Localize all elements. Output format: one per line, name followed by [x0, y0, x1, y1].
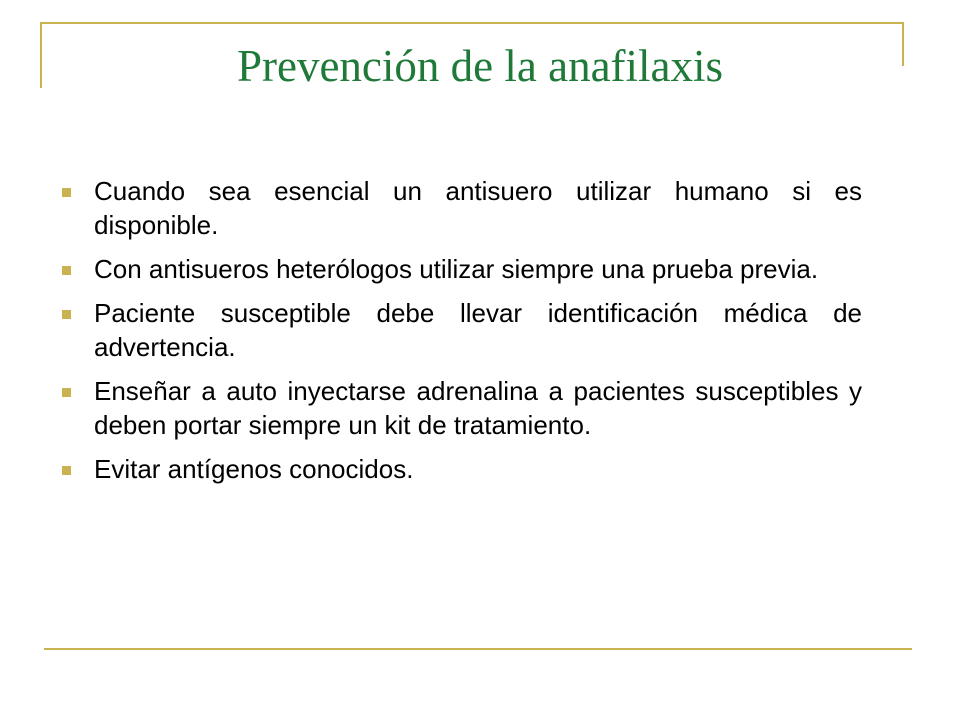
bullet-text: Cuando sea esencial un antisuero utilizar humano si es disponible. — [94, 176, 862, 240]
bullet-item — [62, 296, 862, 364]
bullet-item — [62, 374, 862, 442]
bullet-text: Paciente susceptible debe llevar identificación médica de advertencia. — [94, 298, 862, 362]
frame-bottom-line — [44, 648, 912, 650]
bullet-item — [62, 252, 862, 286]
square-bullet-icon — [62, 388, 71, 397]
square-bullet-icon — [62, 266, 71, 275]
frame-top-line — [40, 22, 904, 24]
square-bullet-icon — [62, 310, 71, 319]
square-bullet-icon — [62, 466, 71, 475]
bullet-item — [62, 174, 862, 242]
bullet-text: Evitar antígenos conocidos. — [94, 454, 414, 484]
square-bullet-icon — [62, 188, 71, 197]
bullet-text: Con antisueros heterólogos utilizar siempre una prueba previa. — [94, 254, 819, 284]
slide-title: Prevención de la anafilaxis — [236, 41, 724, 91]
bullet-list — [62, 174, 862, 496]
bullet-item — [62, 452, 862, 486]
bullet-text: Enseñar a auto inyectarse adrenalina a pacientes susceptibles y deben portar siempre un kit de tratamiento. — [94, 376, 862, 440]
